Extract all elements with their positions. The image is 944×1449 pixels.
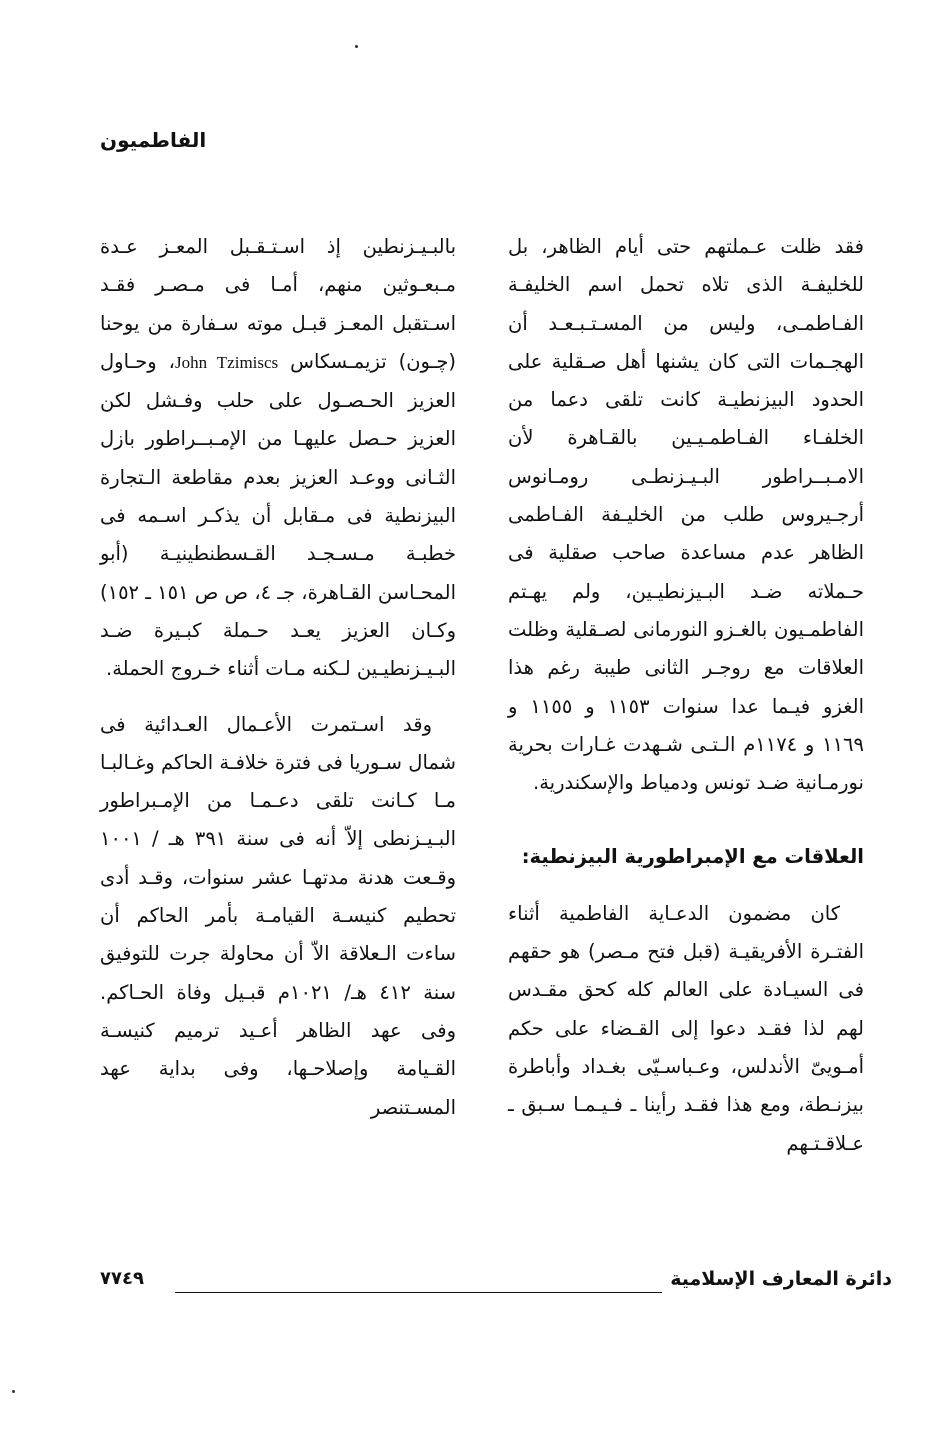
- scan-speck: [12, 1390, 15, 1393]
- paragraph: كان مضمون الدعـاية الفاطمية أثناء الفتـرة الأفريقيـة (قبل فتح مـصر) هو حقهم فى السيـادة على العالم كله كحق مقـدس لهم لذا فقـد دعوا إلى القـضاء على حكم أمـويىّ الأندلس، وعـباسـيّى بغـداد وأباطرة بيزنـطة، ومع هذا فقـد رأينا ـ فـيـمـا سـبق ـ عـلاقـتـهم: [508, 901, 864, 1155]
- section-heading: العلاقات مع الإمبراطورية البيزنطية:: [521, 845, 864, 869]
- paragraph: فقد ظلت عـملتهم حتى أيام الظاهر، بل للخليفـة الذى تلاه تحمل اسم الخليفـة الفـاطمـى، وليس من المسـتـبـعـد أن الهجـمات التى كان يشنها أهل صـقلية على الحدود البيزنطيـة كانت تلقى دعما من الخلفـاء الفـاطمـيـين بالقـاهرة لأن الامـبــراطور البـيـزنطـى رومـانوس أرجـيروس طلب من الخليـفة الفـاطمى الظاهر عدم مساعدة صاحب صقلية فى حـملاته ضـد البـيزنطيـين، ولم يهـتم الفاطمـيون بالغـزو النورمانى لصـقلية وظلت العلاقات مع روجـر الثانى طيبة رغم هذا الغزو فيـما عدا سنوات ١١٥٣ و ١١٥٥ و ١١٦٩ و ١١٧٤م الـتـى شـهدت غـارات بحرية نورمـانية ضـد تونس ودمياط والإسكندرية.: [508, 235, 864, 795]
- right-column: [508, 228, 864, 1163]
- page-footer: [100, 1268, 892, 1298]
- latin-name: John Tzimiscs: [174, 352, 279, 372]
- paragraph-text: بالبـيـزنطين إذ اسـتـقـبل المعـز عـدة مـبعـوثين منهم، أمـا فى مـصـر فقـد اسـتقبل المعـز قبـل موته سـفارة من يوحنا (چـون) تزيمـسكاس: [100, 235, 456, 373]
- running-head: الفاطميون: [100, 128, 207, 152]
- footer-rule: [175, 1292, 662, 1293]
- footer-title: دائرة المعارف الإسلامية: [670, 1268, 892, 1290]
- paragraph: [100, 228, 456, 689]
- scan-speck: [355, 45, 358, 48]
- page-number: ٧٧٤٩: [100, 1268, 144, 1289]
- paragraph: وقد اسـتمرت الأعـمال العـدائية فى شمال سـوريا فى فترة خلافـة الحاكم وغـالبـا مـا كـانت تلقى دعـمـا من الإمـبراطور البـيـزنطى إلاّ أنه فى سنة ٣٩١ هـ / ١٠٠١ وقـعت هدنة مدتهـا عشر سنوات، وقـد أدى تحطيم كنيسـة القيامـة بأمر الحاكم أن ساءت الـعلاقة الاّ أن محاولة جرت للتوفيق سنة ٤١٢ هـ/ ١٠٢١م قبـيل وفاة الحـاكم. وفى عهد الظاهر أعـيد ترميم كنيسـة القـيامة وإصلاحـها، وفى بداية عهد المسـتنصر: [100, 712, 456, 1119]
- left-column: [100, 228, 456, 1127]
- paragraph-text: ، وحـاول العزيز الحـصـول على حلب وفـشل لكن العزيز حـصل عليهـا من الإمـبــراطور بازل الثـانى ووعـد العزيز بعدم مقاطعة الـتجارة البيزنطية فى مـقابل أن يذكـر اسـمه فى خطبـة مـسـجـد القـسطنطينيـة (أبو المحـاسن القـاهرة، جـ ٤، ص ص ١٥١ ـ ١٥٢) وكـان العزيز يعـد حـملة كبـيرة ضـد البـيـزنطيـين لـكنه مـات أثناء خـروج الحملة.: [100, 349, 456, 681]
